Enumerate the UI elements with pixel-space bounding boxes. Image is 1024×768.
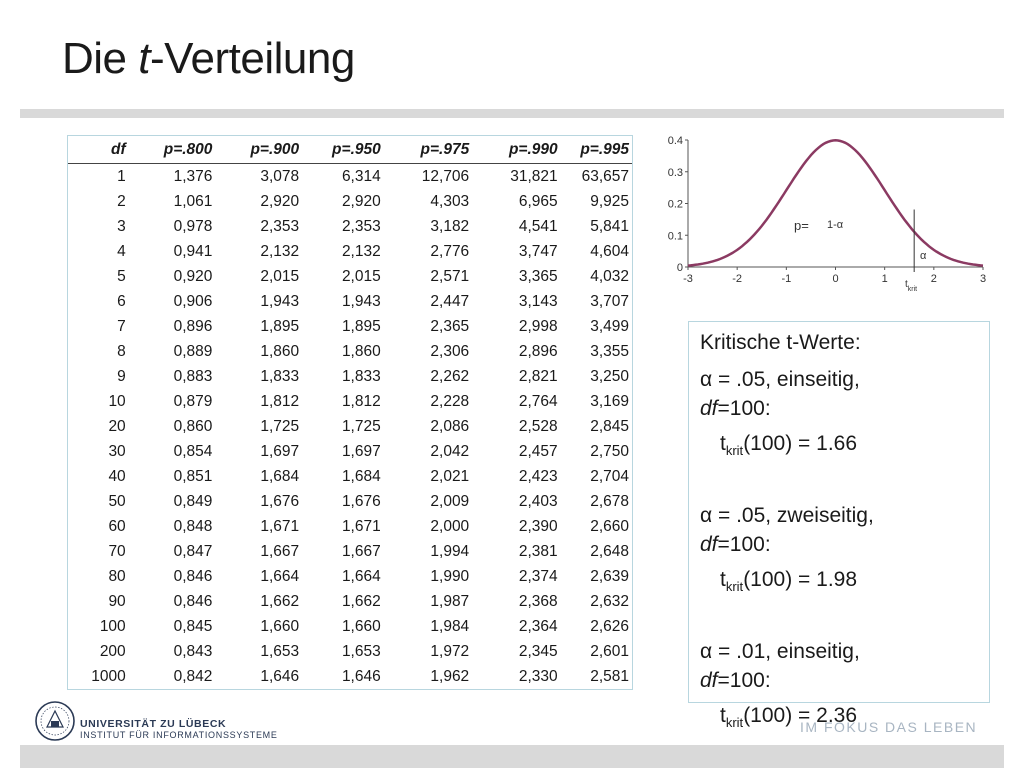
df-value: =100: [717,669,771,693]
table-row [68,164,632,190]
t-distribution-chart [660,128,1000,300]
cell-value: 2,821 [518,367,558,385]
cell-value: 2,648 [590,542,629,560]
cell-value: 0,889 [173,342,213,360]
cell-value: 0,978 [173,217,213,235]
cell-value: 1,972 [430,642,470,660]
cell-value: 2,403 [518,492,558,510]
cell-value: 0,906 [173,292,213,310]
cell-value: 1,833 [341,367,381,385]
cell-value: 1,667 [260,542,300,560]
cell-df: 50 [108,492,126,510]
header-p990: p=.990 [472,136,560,164]
cell-value: 0,845 [173,617,213,635]
cell-value: 2,042 [430,442,470,460]
x-tick-label: -1 [781,273,792,285]
cell-value: 4,032 [590,267,629,285]
cell-value: 2,896 [518,342,558,360]
density-curve [688,140,983,265]
cell-df: 8 [117,342,126,360]
cell-value: 0,896 [173,317,213,335]
cell-value: 2,601 [590,642,629,660]
university-seal-icon [34,700,76,742]
critical-value-result [700,429,979,465]
cell-value: 1,994 [430,542,470,560]
cell-value: 0,854 [173,442,213,460]
cell-value: 1,984 [430,617,470,635]
cell-value: 0,883 [173,367,213,385]
cell-value: 3,143 [518,292,558,310]
x-tick-label: -3 [683,273,693,285]
cell-value: 2,353 [341,217,381,235]
cell-df: 200 [99,642,126,660]
cell-value: 1,895 [260,317,300,335]
cell-value: 2,998 [518,317,558,335]
condition-prefix: α = .05, einseitig, [700,368,860,391]
cell-value: 9,925 [590,192,629,210]
cell-value: 2,423 [518,467,558,485]
y-tick-label: 0.4 [667,135,683,147]
cell-value: 2,262 [430,367,470,385]
cell-df: 9 [117,367,126,385]
table-row [68,339,632,364]
cell-value: 1,653 [260,642,300,660]
cell-value: 1,671 [341,517,381,535]
df-label: df [700,533,718,557]
cell-value: 6,314 [341,167,381,185]
table-row [68,389,632,414]
cell-value: 2,330 [518,667,558,685]
cell-value: 2,750 [590,442,629,460]
cell-df: 4 [117,242,126,260]
cell-value: 31,821 [510,167,558,185]
cell-value: 1,664 [341,567,381,585]
cell-value: 2,015 [260,267,300,285]
cell-value: 3,182 [430,217,470,235]
university-name: UNIVERSITÄT ZU LÜBECK [80,718,227,730]
cell-value: 2,528 [518,417,558,435]
cell-value: 0,848 [173,517,213,535]
cell-value: 1,667 [341,542,381,560]
cell-value: 1,962 [430,667,470,685]
header-p995: p=.995 [561,136,632,164]
cell-value: 2,381 [518,542,558,560]
header-p950: p=.950 [302,136,384,164]
cell-value: 1,662 [341,592,381,610]
cell-value: 3,365 [518,267,558,285]
cell-value: 1,671 [260,517,300,535]
cell-value: 2,345 [518,642,558,660]
one-minus-alpha-label: 1-α [827,219,844,231]
cell-value: 0,860 [173,417,213,435]
cell-value: 2,365 [430,317,470,335]
cell-df: 20 [108,417,126,435]
cell-value: 2,764 [518,392,558,410]
table-header-row [68,136,632,164]
cell-value: 3,078 [260,167,300,185]
cell-df: 2 [117,192,126,210]
condition-prefix: α = .05, zweiseitig, [700,504,874,528]
cell-value: 1,676 [341,492,381,510]
cell-df: 6 [117,292,126,310]
cell-value: 3,747 [518,242,558,260]
cell-value: 0,920 [173,267,213,285]
table-row [68,514,632,539]
header-df: df [68,136,129,164]
cell-value: 2,447 [430,292,470,310]
cell-df: 7 [117,317,126,335]
t-krit-label [905,279,917,293]
cell-value: 0,879 [173,392,213,410]
df-label: df [700,397,718,420]
table-row [68,314,632,339]
cell-value: 3,250 [590,367,629,385]
cell-value: 1,376 [173,167,213,185]
cell-value: 2,678 [590,492,629,510]
cell-value: 3,499 [590,317,629,335]
table-row [68,439,632,464]
cell-value: 1,812 [341,392,381,410]
cell-value: 1,697 [341,442,381,460]
cell-value: 1,812 [260,392,300,410]
cell-value: 1,646 [341,667,381,685]
cell-value: 0,846 [173,592,213,610]
t-symbol: t [720,704,726,728]
cell-value: 1,662 [260,592,300,610]
table-row [68,289,632,314]
cell-value: 1,725 [260,417,300,435]
cell-df: 90 [108,592,126,610]
table-row [68,664,632,689]
cell-value: 2,639 [590,567,629,585]
y-tick-label: 0.3 [667,166,683,179]
cell-value: 4,303 [430,192,470,210]
cell-value: 2,845 [590,417,629,435]
cell-value: 1,697 [260,442,300,460]
axis-ticks [668,135,986,285]
x-tick-label: 1 [881,273,888,285]
cell-value: 1,725 [341,417,381,435]
cell-df: 5 [117,267,126,285]
motto: IM FOKUS DAS LEBEN [800,719,978,735]
cell-value: 1,943 [341,292,381,310]
cell-value: 1,684 [341,467,381,485]
cell-value: 2,021 [430,467,470,485]
x-tick-label: 2 [930,273,937,285]
cell-value: 2,571 [430,267,470,285]
cell-value: 1,684 [260,467,300,485]
cell-value: 2,920 [260,192,300,210]
cell-value: 2,132 [260,242,300,260]
y-tick-label: 0.2 [667,198,683,211]
condition-text [700,365,979,423]
cell-value: 6,965 [518,192,558,210]
condition-text [700,501,979,559]
cell-value: 1,664 [260,567,300,585]
cell-df: 80 [108,567,126,585]
cell-value: 0,843 [173,642,213,660]
cell-value: 1,676 [260,492,300,510]
df-value: =100: [717,397,771,420]
cell-df: 1 [117,167,126,185]
cell-value: 2,704 [590,467,629,485]
cell-value: 2,368 [518,592,558,610]
result-value: (100) = 1.66 [743,432,858,455]
critical-values-list [700,365,979,738]
t-krit-sub: krit [907,286,918,293]
cell-value: 2,581 [590,667,629,685]
table-row [68,464,632,489]
cell-value: 2,228 [430,392,470,410]
cell-df: 10 [108,392,126,410]
t-symbol: t [720,568,726,592]
cell-value: 3,355 [590,342,629,360]
cell-value: 2,132 [341,242,381,260]
cell-df: 60 [108,517,126,535]
cell-value: 1,646 [260,667,300,685]
cell-value: 1,987 [430,592,470,610]
cell-value: 2,009 [430,492,470,510]
cell-value: 0,851 [173,467,213,485]
result-value: (100) = 1.98 [743,568,858,592]
cell-df: 100 [99,617,126,635]
t-subscript: krit [725,579,744,595]
cell-value: 0,941 [173,242,213,260]
title-italic-t: t [138,34,150,83]
cell-value: 3,169 [590,392,629,410]
cell-value: 2,626 [590,617,629,635]
cell-value: 1,860 [341,342,381,360]
cell-value: 2,776 [430,242,470,260]
alpha-label: α [920,250,927,262]
cell-value: 2,306 [430,342,470,360]
t-subscript: krit [725,715,744,731]
footer-bar [20,745,1004,768]
cell-value: 12,706 [421,167,470,185]
t-distribution-table [67,135,633,690]
critical-value-result [700,565,979,601]
cell-value: 0,842 [173,667,213,685]
table-row [68,614,632,639]
table-row [68,589,632,614]
condition-prefix: α = .01, einseitig, [700,640,860,664]
cell-value: 2,364 [518,617,558,635]
cell-value: 1,943 [260,292,300,310]
cell-value: 3,707 [590,292,629,310]
result-value: (100) = 2.36 [743,704,858,728]
cell-value: 1,660 [341,617,381,635]
cell-value: 2,390 [518,517,558,535]
title-prefix: Die [62,34,139,83]
cell-value: 4,541 [518,217,558,235]
x-tick-label: -2 [732,273,743,285]
y-tick-label: 0 [676,262,683,274]
df-value: =100: [717,533,771,557]
cell-value: 2,000 [430,517,470,535]
page-title [62,34,355,84]
cell-value: 2,920 [341,192,381,210]
table-row [68,639,632,664]
institute-name: INSTITUT FÜR INFORMATIONSSYSTEME [80,730,278,740]
df-label: df [700,669,718,693]
x-tick-label: 3 [979,273,987,285]
header-p800: p=.800 [129,136,216,164]
cell-value: 1,833 [260,367,300,385]
cell-value: 63,657 [581,167,629,185]
cell-df: 3 [117,217,126,235]
table-body [68,164,632,690]
cell-value: 2,632 [590,592,629,610]
critical-values-heading: Kritische t-Werte: [700,331,861,354]
cell-value: 1,860 [260,342,300,360]
title-suffix: -Verteilung [149,34,355,83]
cell-df: 1000 [91,667,126,685]
cell-value: 0,847 [173,542,213,560]
cell-value: 2,457 [518,442,558,460]
cell-value: 4,604 [590,242,629,260]
cell-value: 1,895 [341,317,381,335]
header-p975: p=.975 [384,136,472,164]
cell-value: 2,374 [518,567,558,585]
cell-value: 2,086 [430,417,470,435]
x-tick-label: 0 [832,273,839,285]
cell-value: 1,653 [341,642,381,660]
table-row [68,189,632,214]
cell-value: 1,061 [173,192,213,210]
cell-value: 0,849 [173,492,213,510]
header-p900: p=.900 [215,136,302,164]
cell-value: 5,841 [590,217,629,235]
table-row [68,264,632,289]
cell-value: 1,660 [260,617,300,635]
cell-value: 2,015 [341,267,381,285]
table-row [68,364,632,389]
y-tick-label: 0.1 [667,230,683,243]
table-row [68,564,632,589]
cell-value: 0,846 [173,567,213,585]
cell-df: 30 [108,442,126,460]
table-row [68,539,632,564]
cell-df: 70 [108,542,126,560]
t-krit-main: t [905,279,908,290]
title-divider [20,109,1004,118]
table-row [68,414,632,439]
cell-df: 40 [108,467,126,485]
p-label: p= [794,218,809,233]
cell-value: 1,990 [430,567,470,585]
t-symbol: t [720,432,726,455]
table-row [68,239,632,264]
table-row [68,489,632,514]
table-row [68,214,632,239]
cell-value: 2,660 [590,517,629,535]
cell-value: 2,353 [260,217,300,235]
condition-text [700,637,979,695]
t-subscript: krit [725,443,744,459]
